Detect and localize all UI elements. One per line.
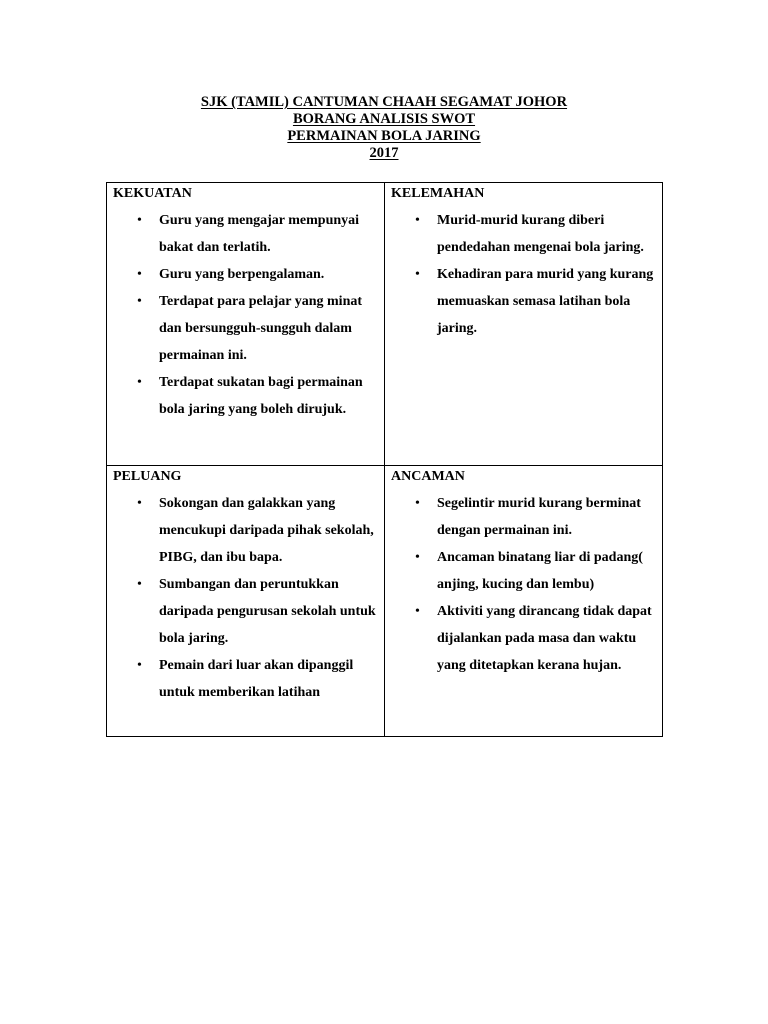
list-item	[415, 544, 658, 598]
strengths-title: KEKUATAN	[113, 186, 192, 201]
list-item-text: Guru yang berpengalaman.	[159, 267, 325, 282]
bullet-icon: •	[137, 213, 142, 228]
list-item-text: Segelintir murid kurang berminat dengan permainan ini.	[437, 496, 641, 538]
list-item	[137, 369, 380, 423]
form-title: BORANG ANALISIS SWOT	[292, 111, 476, 127]
list-item	[137, 571, 380, 652]
swot-table	[106, 182, 663, 737]
list-item-text: Guru yang mengajar mempunyai bakat dan terlatih.	[159, 213, 360, 255]
list-item-text: Terdapat sukatan bagi permainan bola jaring yang boleh dirujuk.	[159, 375, 363, 417]
swot-row-external	[107, 466, 663, 737]
weaknesses-cell	[385, 183, 663, 466]
list-item	[137, 288, 380, 369]
threats-title: ANCAMAN	[391, 469, 465, 484]
list-item	[137, 490, 380, 571]
list-item	[415, 490, 658, 544]
bullet-icon: •	[137, 267, 142, 282]
bullet-icon: •	[415, 496, 420, 511]
bullet-icon: •	[137, 577, 142, 592]
weaknesses-list	[391, 207, 658, 342]
school-name: SJK (TAMIL) CANTUMAN CHAAH SEGAMAT JOHOR	[200, 94, 568, 110]
bullet-icon: •	[415, 267, 420, 282]
activity-title: PERMAINAN BOLA JARING	[287, 128, 481, 144]
bullet-icon: •	[137, 294, 142, 309]
strengths-cell	[107, 183, 385, 466]
list-item-text: Terdapat para pelajar yang minat dan bersungguh-sungguh dalam permainan ini.	[159, 294, 363, 363]
bullet-icon: •	[137, 496, 142, 511]
bullet-icon: •	[415, 604, 420, 619]
bullet-icon: •	[137, 658, 142, 673]
list-item-text: Kehadiran para murid yang kurang memuaskan semasa latihan bola jaring.	[437, 267, 654, 336]
list-item	[137, 207, 380, 261]
list-item	[415, 207, 658, 261]
strengths-list	[113, 207, 380, 423]
list-item-text: Sokongan dan galakkan yang mencukupi daripada pihak sekolah, PIBG, dan ibu bapa.	[159, 496, 374, 565]
list-item-text: Pemain dari luar akan dipanggil untuk memberikan latihan	[159, 658, 354, 700]
year-label: 2017	[369, 145, 399, 161]
opportunities-title: PELUANG	[113, 469, 182, 484]
opportunities-cell	[107, 466, 385, 737]
threats-list	[391, 490, 658, 679]
opportunities-list	[113, 490, 380, 706]
list-item	[137, 261, 380, 288]
list-item	[137, 652, 380, 706]
bullet-icon: •	[137, 375, 142, 390]
list-item	[415, 261, 658, 342]
list-item-text: Ancaman binatang liar di padang( anjing, kucing dan lembu)	[437, 550, 643, 592]
weaknesses-title: KELEMAHAN	[391, 186, 485, 201]
threats-cell	[385, 466, 663, 737]
list-item-text: Murid-murid kurang diberi pendedahan mengenai bola jaring.	[437, 213, 644, 255]
document-header	[0, 94, 768, 162]
bullet-icon: •	[415, 550, 420, 565]
swot-row-internal	[107, 183, 663, 466]
list-item-text: Sumbangan dan peruntukkan daripada pengurusan sekolah untuk bola jaring.	[159, 577, 376, 646]
list-item-text: Aktiviti yang dirancang tidak dapat dijalankan pada masa dan waktu yang ditetapkan kerana hujan.	[437, 604, 652, 673]
list-item	[415, 598, 658, 679]
bullet-icon: •	[415, 213, 420, 228]
